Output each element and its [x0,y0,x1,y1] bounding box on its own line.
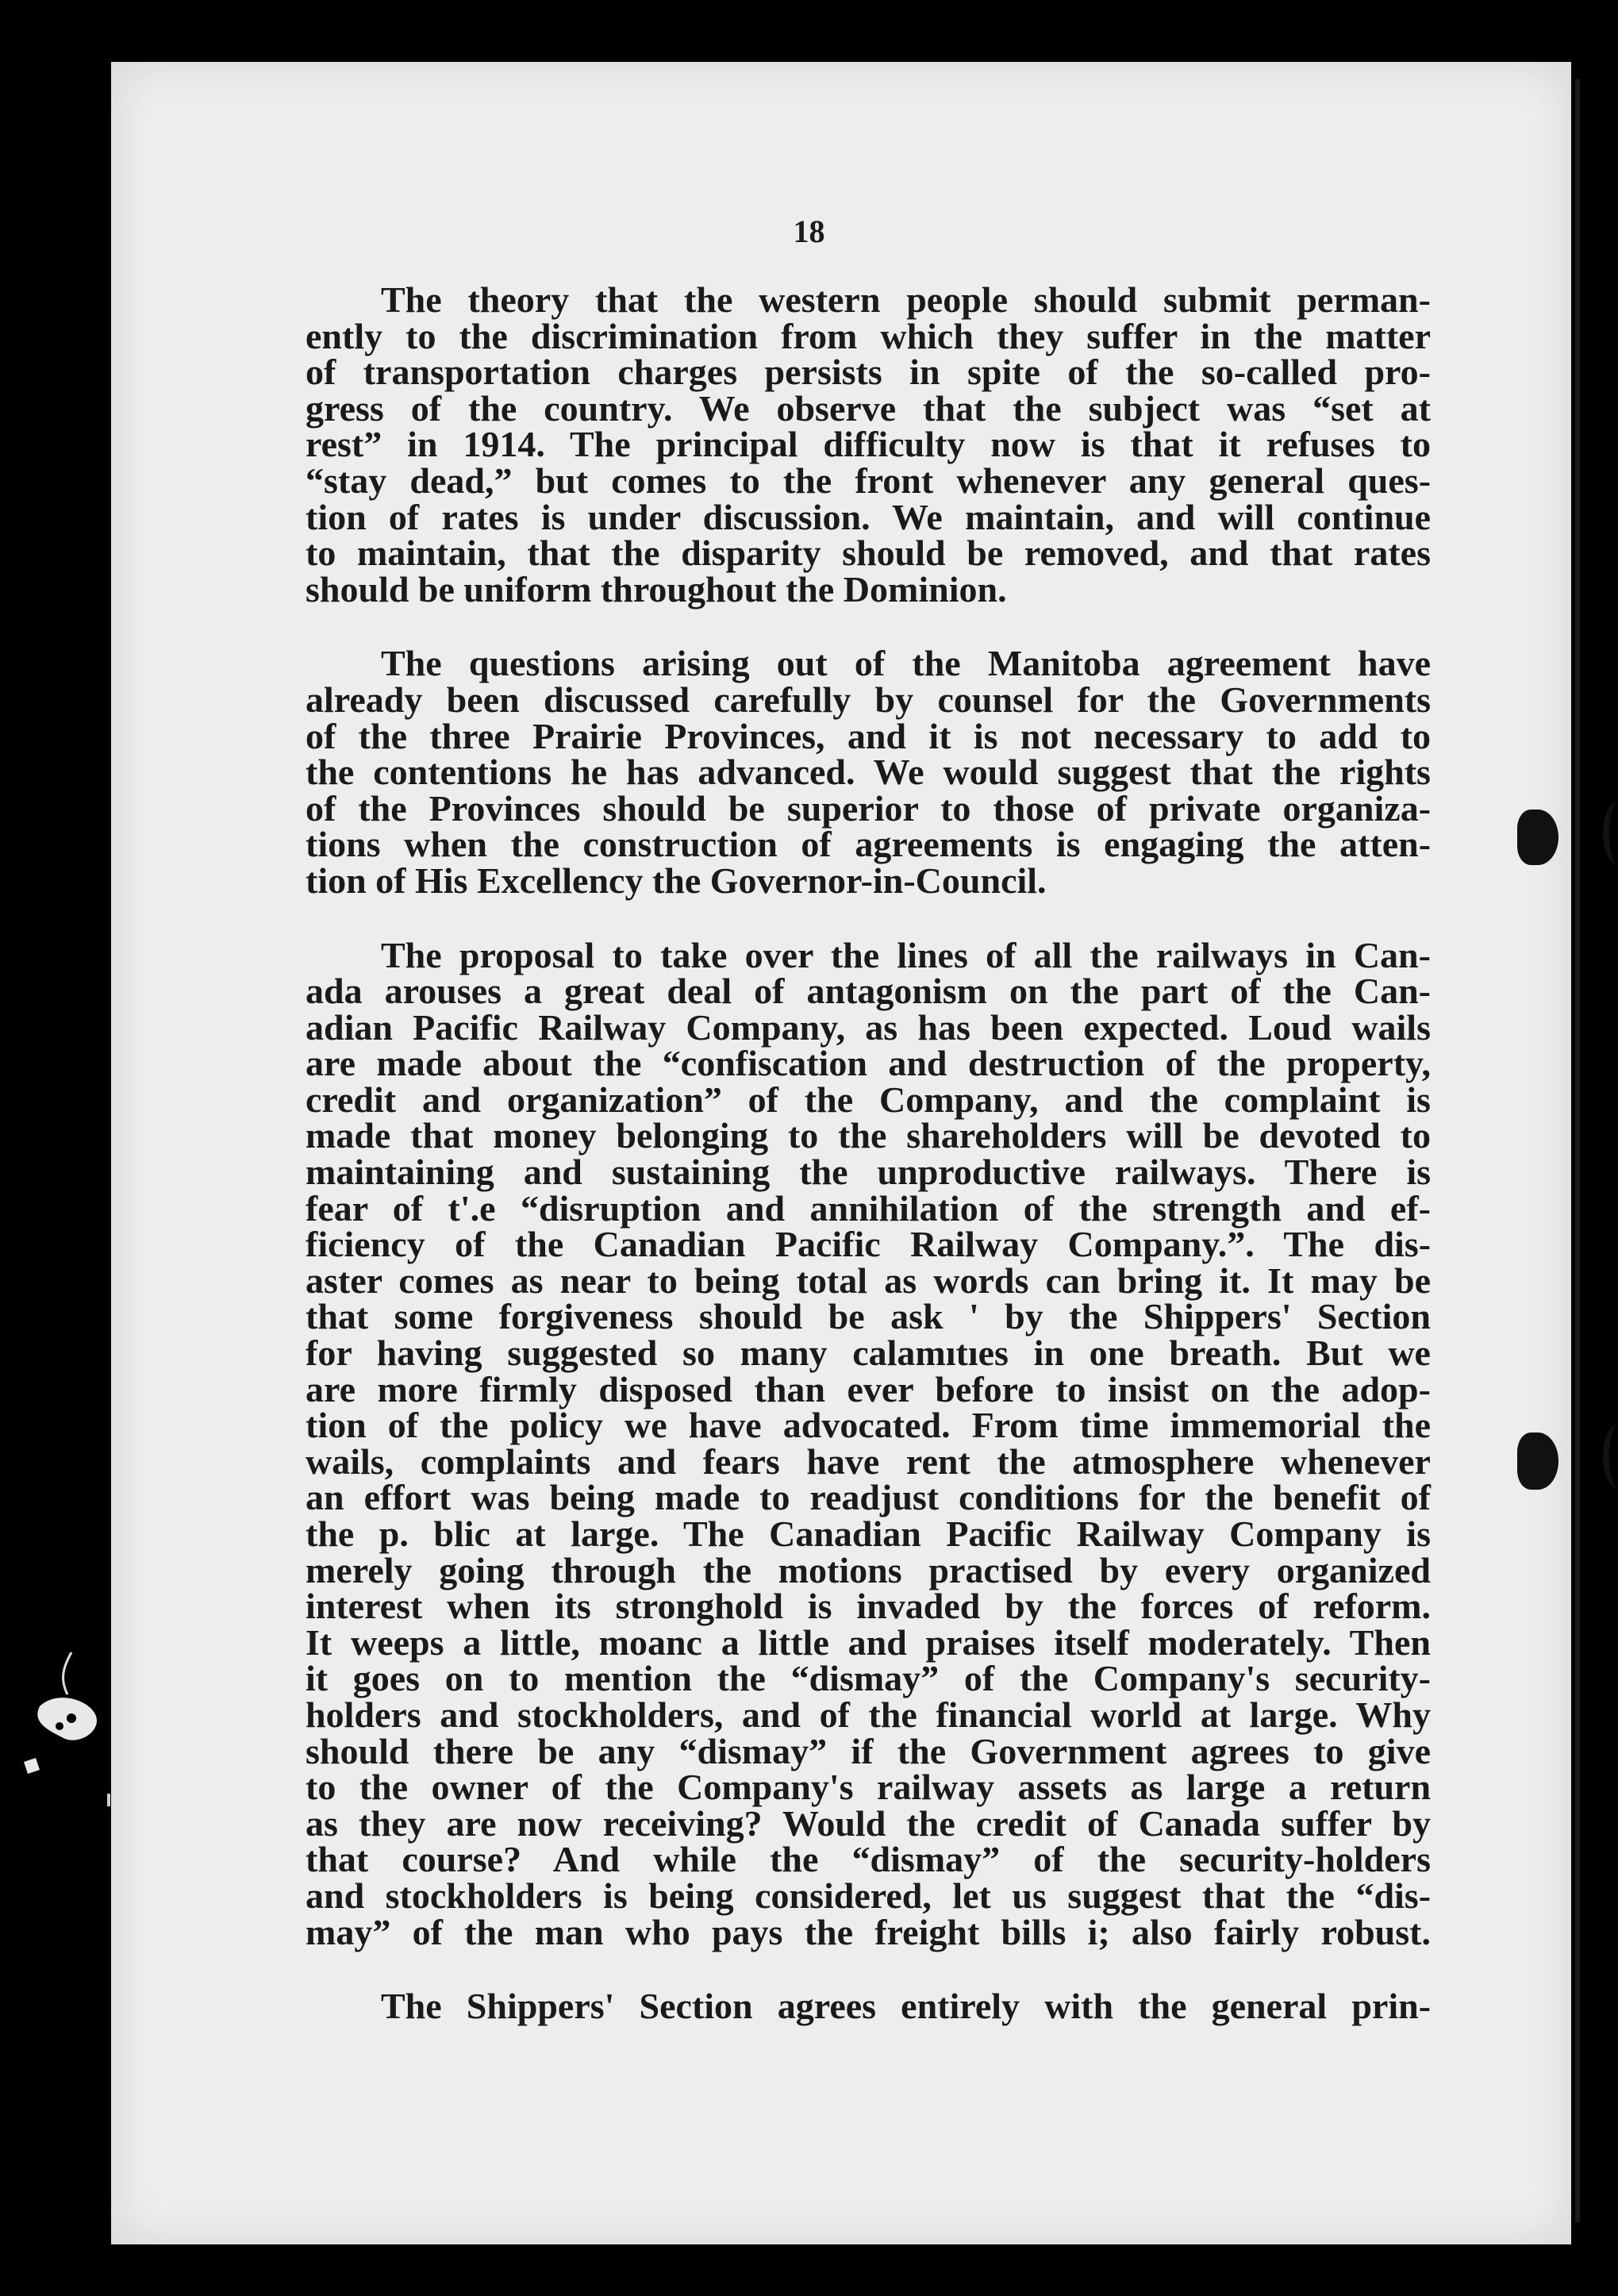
text-line: tion of rates is under discussion. We maintain, and will continue [306,496,1432,537]
text-line: It weeps a little, moanc a little and praises itself moderately. Then [306,1621,1431,1663]
text-line: the contentions he has advanced. We would suggest that the rights [306,752,1431,793]
text-line: are more firmly disposed than ever before to insist on the adop- [306,1368,1431,1410]
text-line: interest when its stronghold is invaded by the forces of reform. [306,1586,1432,1627]
body-text [306,279,1432,2063]
margin-bracket-mark [1603,1425,1618,1488]
text-line: are made about the “confiscation and destruction of the property, [306,1043,1431,1084]
text-line: for having suggested so many calamıtıes in one breath. But we [306,1333,1431,1374]
text-line: and stockholders is being considered, let us suggest that the “dis- [306,1875,1432,1916]
text-line: the p. blic at large. The Canadian Pacific Railway Company is [306,1513,1431,1554]
text-line: already been discussed carefully by counsel for the Governments [306,679,1432,720]
text-line: gress of the country. We observe that the subject was “set at [306,387,1431,429]
text-line: The theory that the western people should submit perman- [381,279,1431,320]
text-line: The proposal to take over the lines of all the railways in Can- [381,934,1431,975]
text-line: tion of the policy we have advocated. From time immemorial the [306,1405,1432,1446]
text-line: as they are now receiving? Would the credit of Canada suffer by [306,1802,1431,1844]
page-number: 18 [793,213,825,249]
paragraph [306,1988,1431,2025]
text-line: of the three Prairie Provinces, and it is not necessary to add to [306,715,1432,756]
margin-ink-blot [1517,1433,1558,1490]
text-line: ficiency of the Canadian Pacific Railway Company.”. The dis- [306,1224,1432,1265]
text-line: maintaining and sustaining the unproductive railways. There is [306,1152,1431,1193]
text-line: The questions arising out of the Manitoba agreement have [381,643,1432,684]
paragraph [306,643,1432,901]
page-edge-rule [1575,79,1580,2222]
text-line: of the Provinces should be superior to those of private organiza- [306,787,1432,829]
text-line: should be uniform throughout the Dominion. [306,568,1007,610]
text-line: that some forgiveness should be ask ' by the Shippers' Section [306,1296,1432,1337]
margin-ink-blot [1517,810,1558,865]
text-line: should there be any “dismay” if the Government agrees to give [306,1730,1432,1771]
binding-damage-mark [24,1651,111,1809]
text-line: ently to the discrimination from which they suffer in the matter [306,315,1431,356]
text-line: “stay dead,” but comes to the front whenever any general ques- [306,460,1432,501]
text-line: fear of t'.e “disruption and annihilation of the strength and ef- [306,1187,1431,1229]
text-line: it goes on to mention the “dismay” of the Company's security- [306,1658,1431,1699]
text-line: credit and organization” of the Company, and the complaint is [306,1079,1431,1120]
text-line: an effort was being made to readjust conditions for the benefit of [306,1477,1431,1518]
text-line: holders and stockholders, and of the financial world at large. Why [306,1694,1431,1735]
text-line: tions when the construction of agreements is engaging the atten- [306,824,1432,865]
text-line: wails, complaints and fears have rent the atmosphere whenever [306,1440,1431,1482]
text-line: adian Pacific Railway Company, as has been expected. Loud wails [306,1006,1431,1048]
text-line: to maintain, that the disparity should be removed, and that rates [306,533,1431,574]
text-line: to the owner of the Company's railway assets as large a return [306,1767,1432,1808]
text-line: tion of His Excellency the Governor-in-Council. [306,860,1047,901]
text-line: rest” in 1914. The principal difficulty now is that it refuses to [306,424,1431,465]
margin-bracket-mark [1603,802,1618,865]
text-line: that course? And while the “dismay” of the security-holders [306,1839,1431,1880]
text-line: The Shippers' Section agrees entirely with the general prin- [381,1986,1432,2027]
paragraph [306,934,1432,1952]
text-line: made that money belonging to the shareholders will be devoted to [306,1115,1431,1156]
text-line: of transportation charges persists in spite of the so-called pro- [306,352,1431,393]
text-line: aster comes as near to being total as words can bring it. It may be [306,1260,1432,1301]
text-line: merely going through the motions practised by every organized [306,1549,1431,1590]
text-line: ada arouses a great deal of antagonism on the part of the Can- [306,971,1431,1012]
text-line: may” of the man who pays the freight bills i; also fairly robust. [306,1911,1431,1952]
paragraph [306,279,1432,610]
